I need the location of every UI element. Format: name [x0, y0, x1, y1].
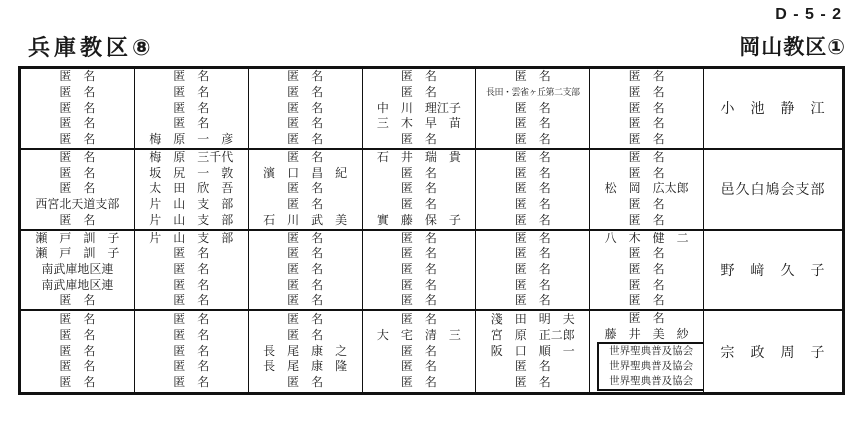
roster-entry: 匿 名 — [173, 328, 210, 343]
roster-entry: 匿 名 — [400, 277, 437, 292]
roster-entry: 匿 名 — [173, 69, 210, 84]
roster-cell-r4-c1 — [21, 311, 135, 392]
roster-entry: 匿 名 — [173, 246, 210, 261]
roster-entry: 匿 名 — [400, 343, 437, 358]
roster-cell-r3-c5 — [476, 231, 590, 312]
roster-cell-r4-c5 — [476, 311, 590, 392]
roster-entry: 匿 名 — [628, 165, 665, 180]
roster-entry: 匿 名 — [59, 359, 96, 374]
roster-entry: 長 尾 康 之 — [263, 343, 348, 358]
roster-entry: 松 岡 広太郎 — [604, 181, 689, 196]
roster-entry: 梅 原 三千代 — [149, 149, 234, 164]
roster-entry: 阪 口 順 一 — [490, 343, 575, 358]
roster-entry: 匿 名 — [173, 343, 210, 358]
roster-entry: 匿 名 — [514, 212, 551, 227]
roster-entry: 太 田 欣 吾 — [149, 181, 234, 196]
roster-cell-r1-c4 — [363, 69, 477, 150]
roster-entry: 匿 名 — [287, 149, 324, 164]
roster-entry: 宮 原 正二郎 — [490, 328, 575, 343]
roster-entry: 藤 井 美 紗 — [604, 326, 689, 341]
roster-cell-r4-c2 — [135, 311, 249, 392]
roster-entry: 匿 名 — [514, 277, 551, 292]
roster-cell-r1-c5 — [476, 69, 590, 150]
roster-entry: 匿 名 — [400, 181, 437, 196]
roster-entry: 匿 名 — [287, 196, 324, 211]
roster-entry: 匿 名 — [59, 131, 96, 146]
roster-entry: 匿 名 — [59, 116, 96, 131]
roster-entry: 匿 名 — [59, 328, 96, 343]
roster-cell-r4-c3 — [249, 311, 363, 392]
roster-cell-r4-c6 — [590, 311, 704, 392]
roster-entry: 匿 名 — [287, 69, 324, 84]
roster-cell-r2-c5 — [476, 150, 590, 231]
roster-cell-r3-c1 — [21, 231, 135, 312]
roster-entry: 匿 名 — [287, 181, 324, 196]
roster-cell-r2-c4 — [363, 150, 477, 231]
roster-cell-r2-c3 — [249, 150, 363, 231]
roster-entry: 匿 名 — [628, 293, 665, 308]
roster-entry: 匿 名 — [287, 262, 324, 277]
roster-entry: 匿 名 — [59, 343, 96, 358]
roster-entry: 匿 名 — [59, 293, 96, 308]
roster-entry: 八 木 健 二 — [604, 230, 689, 245]
roster-entry: 匿 名 — [400, 246, 437, 261]
roster-entry: 片 山 支 部 — [149, 196, 234, 211]
left-district-title: 兵庫教区⑧ — [28, 35, 155, 60]
roster-entry: 石 川 武 美 — [263, 212, 348, 227]
roster-entry: 匿 名 — [628, 116, 665, 131]
roster-cell-r4-c4 — [363, 311, 477, 392]
roster-entry: 匿 名 — [514, 230, 551, 245]
roster-entry: 匿 名 — [173, 262, 210, 277]
roster-entry: 匿 名 — [514, 69, 551, 84]
roster-entry: 匿 名 — [287, 230, 324, 245]
roster-entry: 匿 名 — [400, 230, 437, 245]
roster-entry: 匿 名 — [59, 149, 96, 164]
roster-cell-r3-c2 — [135, 231, 249, 312]
roster-entry: 匿 名 — [628, 149, 665, 164]
roster-row-label: 小 池 静 江 — [704, 69, 842, 150]
roster-entry: 匿 名 — [400, 69, 437, 84]
roster-entry: 匿 名 — [287, 246, 324, 261]
roster-cell-r2-c1 — [21, 150, 135, 231]
roster-entry: 匿 名 — [400, 375, 437, 390]
roster-entry: 匿 名 — [628, 69, 665, 84]
roster-entry: 匿 名 — [514, 181, 551, 196]
roster-entry: 三 木 早 苗 — [376, 116, 461, 131]
roster-row-label: 野 﨑 久 子 — [704, 231, 842, 312]
roster-entry: 匿 名 — [59, 181, 96, 196]
roster-entry: 匿 名 — [400, 165, 437, 180]
roster-entry: 世界聖典普及協会 — [609, 345, 694, 358]
roster-entry: 匿 名 — [400, 262, 437, 277]
doc-code: D - 5 - 2 — [775, 6, 842, 23]
roster-entry: 匿 名 — [514, 116, 551, 131]
roster-entry: 實 藤 保 子 — [376, 212, 461, 227]
roster-entry: 匿 名 — [287, 293, 324, 308]
roster-table — [18, 66, 845, 395]
roster-entry: 坂 尻 一 敦 — [149, 165, 234, 180]
roster-row-label: 邑久白鳩会支部 — [704, 150, 842, 231]
roster-entry: 匿 名 — [173, 100, 210, 115]
roster-entry: 匿 名 — [287, 131, 324, 146]
right-district-title: 岡山教区① — [739, 36, 846, 59]
roster-entry: 片 山 支 部 — [149, 230, 234, 245]
roster-cell-r1-c1 — [21, 69, 135, 150]
roster-entry: 匿 名 — [287, 328, 324, 343]
roster-entry: 世界聖典普及協会 — [609, 375, 694, 388]
roster-row-label: 宗 政 周 子 — [720, 343, 826, 360]
roster-entry: 瀬 戸 訓 子 — [35, 246, 120, 261]
roster-entry: 匿 名 — [400, 293, 437, 308]
roster-entry: 長田・雲雀ヶ丘第二支部 — [485, 86, 580, 97]
roster-entry: 匿 名 — [287, 277, 324, 292]
roster-entry: 世界聖典普及協会 — [609, 360, 694, 373]
roster-cell-r2-c2 — [135, 150, 249, 231]
roster-entry: 匿 名 — [514, 131, 551, 146]
roster-cell-r1-c3 — [249, 69, 363, 150]
roster-entry: 匿 名 — [400, 312, 437, 327]
roster-entry: 匿 名 — [628, 311, 665, 325]
roster-entry: 匿 名 — [400, 359, 437, 374]
roster-entry: 匿 名 — [287, 375, 324, 390]
roster-entry: 匿 名 — [628, 277, 665, 292]
roster-entry: 石 井 瑞 貴 — [376, 149, 461, 164]
roster-entry: 匿 名 — [173, 116, 210, 131]
roster-cell-r1-c2 — [135, 69, 249, 150]
roster-entry: 匿 名 — [59, 212, 96, 227]
roster-entry: 匿 名 — [59, 375, 96, 390]
roster-entry: 匿 名 — [628, 262, 665, 277]
roster-entry: 匿 名 — [59, 165, 96, 180]
roster-entry: 瀬 戸 訓 子 — [35, 230, 120, 245]
roster-entry: 中 川 理江子 — [376, 100, 461, 115]
roster-entry: 大 宅 清 三 — [376, 328, 461, 343]
roster-entry: 匿 名 — [173, 84, 210, 99]
roster-entry: 匿 名 — [628, 100, 665, 115]
roster-entry: 匿 名 — [173, 312, 210, 327]
roster-entry: 匿 名 — [173, 359, 210, 374]
roster-entry: 匿 名 — [173, 293, 210, 308]
roster-entry: 匿 名 — [173, 375, 210, 390]
roster-entry: 匿 名 — [514, 293, 551, 308]
roster-entry: 匿 名 — [514, 359, 551, 374]
roster-entry: 匿 名 — [287, 100, 324, 115]
roster-entry: 匿 名 — [59, 312, 96, 327]
roster-entry: 匿 名 — [514, 262, 551, 277]
roster-entry: 匿 名 — [628, 131, 665, 146]
roster-entry: 匿 名 — [400, 196, 437, 211]
roster-entry: 匿 名 — [628, 84, 665, 99]
roster-entry: 西宮北天道支部 — [35, 196, 120, 211]
roster-entry: 匿 名 — [628, 212, 665, 227]
roster-entry: 匿 名 — [400, 131, 437, 146]
roster-entry: 匿 名 — [59, 84, 96, 99]
roster-entry: 匿 名 — [628, 196, 665, 211]
roster-entry: 匿 名 — [514, 149, 551, 164]
roster-entry: 南武庫地区連 — [41, 262, 114, 277]
boxed-group — [597, 342, 703, 391]
roster-cell-r3-c4 — [363, 231, 477, 312]
roster-entry: 匿 名 — [514, 246, 551, 261]
roster-entry: 匿 名 — [287, 84, 324, 99]
roster-entry: 匿 名 — [514, 100, 551, 115]
roster-entry: 匿 名 — [514, 165, 551, 180]
roster-entry: 南武庫地区連 — [41, 277, 114, 292]
roster-cell-r3-c3 — [249, 231, 363, 312]
roster-entry: 匿 名 — [59, 100, 96, 115]
roster-entry: 匿 名 — [173, 277, 210, 292]
roster-entry: 濱 口 昌 紀 — [263, 165, 348, 180]
roster-entry: 淺 田 明 夫 — [490, 312, 575, 327]
roster-entry: 匿 名 — [628, 246, 665, 261]
roster-entry: 長 尾 康 隆 — [263, 359, 348, 374]
roster-entry: 匿 名 — [287, 116, 324, 131]
roster-entry: 匿 名 — [59, 69, 96, 84]
roster-entry: 匿 名 — [287, 312, 324, 327]
roster-entry: 匿 名 — [400, 84, 437, 99]
roster-cell-r3-c6 — [590, 231, 704, 312]
roster-cell-r2-c6 — [590, 150, 704, 231]
roster-entry: 片 山 支 部 — [149, 212, 234, 227]
roster-cell-r1-c6 — [590, 69, 704, 150]
roster-entry: 梅 原 一 彦 — [149, 131, 234, 146]
roster-entry: 匿 名 — [514, 196, 551, 211]
roster-entry: 匿 名 — [514, 375, 551, 390]
